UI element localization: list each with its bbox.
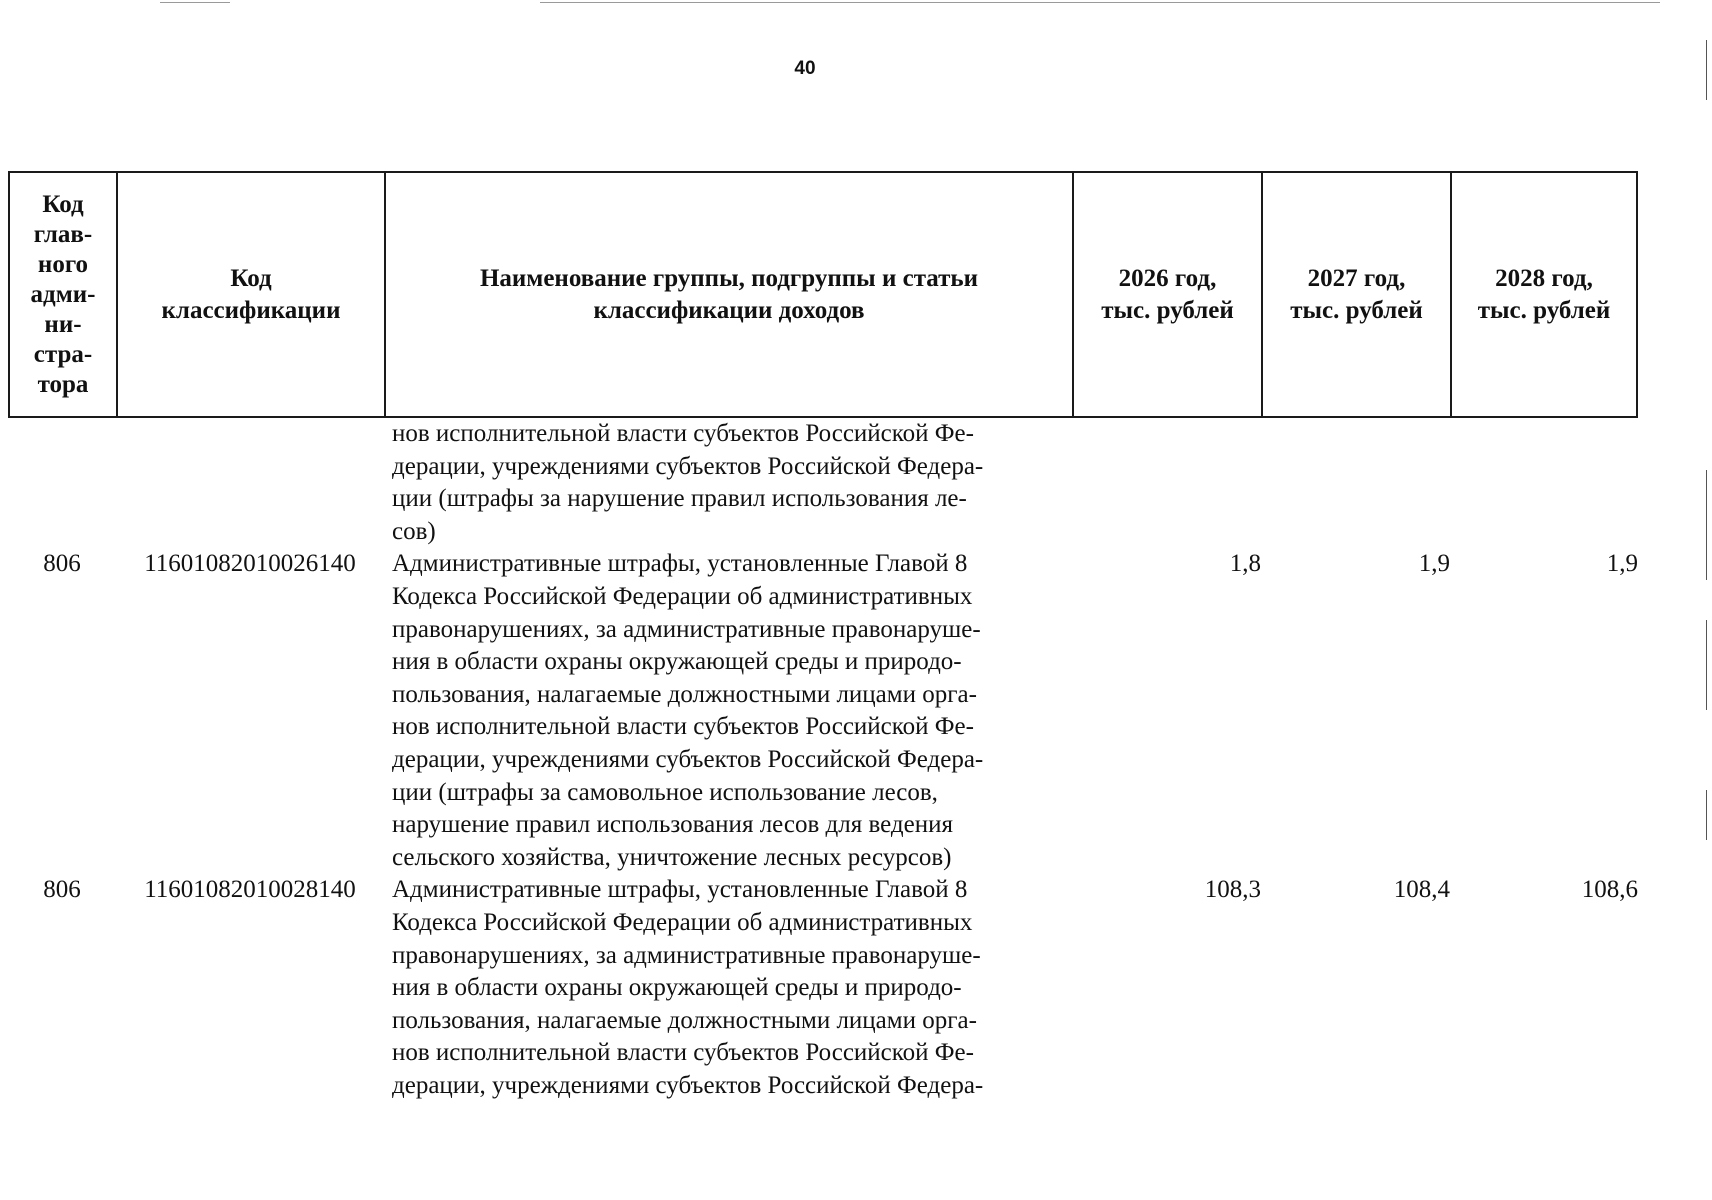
header-line: Наименование группы, подгруппы и статьи <box>479 264 979 292</box>
text-line: нов исполнительной власти субъектов Российской Фе- <box>392 1039 974 1067</box>
table-row <box>8 874 1638 1102</box>
table-body <box>8 418 1638 1102</box>
text-line: ции (штрафы за самовольное использование лесов, <box>392 778 938 806</box>
header-line: тора <box>37 370 89 398</box>
text-line: дерации, учреждениями субъектов Российской Федера- <box>392 452 984 480</box>
text-line: Административные штрафы, установленные Главой 8 <box>392 876 968 904</box>
page-number: 40 <box>794 58 816 79</box>
text-line: Кодекса Российской Федерации об административных <box>392 908 973 936</box>
header-line: тыс. рублей <box>1290 296 1423 324</box>
text-line: нов исполнительной власти субъектов Российской Фе- <box>392 713 974 741</box>
scan-edge-line-left <box>160 2 230 3</box>
header-line: ного <box>37 250 89 278</box>
name-cell <box>384 548 1072 874</box>
name-cell <box>384 874 1072 1102</box>
header-2027 <box>1263 173 1452 416</box>
header-line: Код <box>42 190 84 218</box>
header-line: классификации доходов <box>593 296 865 324</box>
header-line: классификации <box>161 296 341 324</box>
header-line: глав- <box>33 220 93 248</box>
header-line: стра- <box>33 340 93 368</box>
text-line: ния в области охраны окружающей среды и природо- <box>392 648 962 676</box>
admin-code-cell: 806 <box>43 550 81 578</box>
header-2028 <box>1452 173 1636 416</box>
scan-margin-mark <box>1706 620 1707 710</box>
admin-code-cell: 806 <box>43 876 81 904</box>
text-line: правонарушениях, за административные правонаруше- <box>392 941 981 969</box>
header-admin-code <box>10 173 118 416</box>
header-class-code <box>118 173 386 416</box>
text-line: ния в области охраны окружающей среды и природо- <box>392 974 962 1002</box>
table-header <box>8 171 1638 418</box>
value-2027-cell: 108,4 <box>1393 876 1450 904</box>
header-line: Код <box>230 264 272 292</box>
value-2026-cell: 1,8 <box>1229 550 1261 578</box>
text-line: ции (штрафы за нарушение правил использования ле- <box>392 485 967 513</box>
class-code-cell: 11601082010028140 <box>144 876 356 904</box>
text-line: дерации, учреждениями субъектов Российской Федера- <box>392 745 984 773</box>
value-2028-cell: 108,6 <box>1581 876 1638 904</box>
value-2027-cell: 1,9 <box>1418 550 1450 578</box>
text-line: нарушение правил использования лесов для ведения <box>392 811 953 839</box>
text-line: сельского хозяйства, уничтожение лесных ресурсов) <box>392 843 952 871</box>
header-name <box>386 173 1074 416</box>
class-code-cell: 11601082010026140 <box>144 550 356 578</box>
text-line: правонарушениях, за административные правонаруше- <box>392 615 981 643</box>
header-line: адми- <box>30 280 96 308</box>
text-line: сов) <box>392 517 436 545</box>
header-line: тыс. рублей <box>1101 296 1234 324</box>
header-line: 2026 год, <box>1118 264 1217 292</box>
value-2028-cell: 1,9 <box>1606 550 1638 578</box>
continuation-text <box>384 418 1072 548</box>
text-line: пользования, налагаемые должностными лицами орга- <box>392 1006 977 1034</box>
text-line: нов исполнительной власти субъектов Российской Фе- <box>392 420 974 447</box>
text-line: Административные штрафы, установленные Главой 8 <box>392 550 968 578</box>
header-line: ни- <box>44 310 82 338</box>
value-2026-cell: 108,3 <box>1204 876 1261 904</box>
text-line: пользования, налагаемые должностными лицами орга- <box>392 680 977 708</box>
header-2026 <box>1074 173 1263 416</box>
scan-margin-mark <box>1706 470 1707 580</box>
header-line: 2028 год, <box>1495 264 1593 292</box>
table-row <box>8 548 1638 874</box>
header-line: 2027 год, <box>1307 264 1406 292</box>
scan-edge-line-right <box>540 2 1660 3</box>
scan-margin-mark <box>1706 790 1707 840</box>
text-line: дерации, учреждениями субъектов Российской Федера- <box>392 1071 984 1099</box>
header-line: тыс. рублей <box>1477 296 1611 324</box>
text-line: Кодекса Российской Федерации об административных <box>392 582 973 610</box>
scan-margin-mark <box>1706 40 1707 100</box>
